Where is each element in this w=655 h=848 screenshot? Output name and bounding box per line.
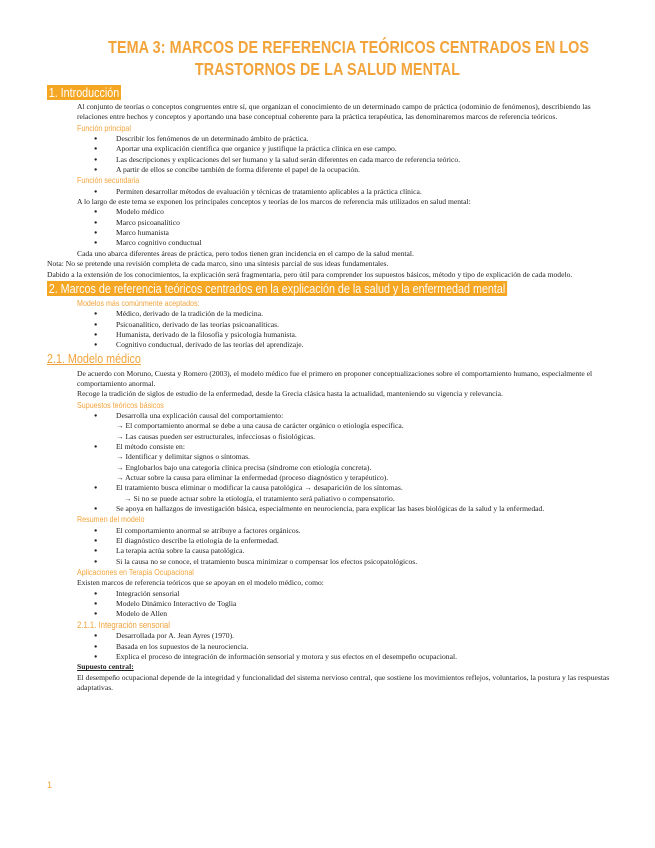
sub-item: → Las causas pueden ser estructurales, infecciosas o fisiológicas. bbox=[116, 431, 316, 441]
list-item: ● La terapia actúa sobre la causa patológica. bbox=[47, 546, 622, 556]
list-item: ● El diagnóstico describe la etiología de la enfermedad. bbox=[47, 536, 622, 546]
supuestos-list-2 bbox=[47, 442, 622, 452]
list-item: ● Explica el proceso de integración de información sensorial y motora y sus efectos en el desempeño ocupacional. bbox=[47, 652, 622, 662]
list-item: ● Modelo de Allen bbox=[47, 609, 622, 619]
list-item: ● Describir los fenómenos de un determinado ámbito de práctica. bbox=[47, 134, 622, 144]
sub-item: → Identificar y delimitar signos o síntomas. bbox=[116, 452, 250, 462]
list-item: ● Médico, derivado de la tradición de la medicina. bbox=[47, 309, 622, 319]
modelos-list bbox=[47, 309, 622, 350]
sub-item: → Si no se puede actuar sobre la etiología, el tratamiento será paliativo o compensatorio. bbox=[124, 493, 395, 503]
list-item: ● Marco psicoanalítico bbox=[47, 218, 622, 228]
title-line-2: TRASTORNOS DE LA SALUD MENTAL bbox=[194, 59, 461, 79]
list-item: ● El tratamiento busca eliminar o modificar la causa patológica → desaparición de los síntomas. bbox=[47, 483, 622, 493]
modelos-label: Modelos más comúnmente aceptados: bbox=[77, 297, 200, 308]
list-item: ● Desarrollada por A. Jean Ayres (1970). bbox=[47, 631, 622, 641]
models-list bbox=[47, 207, 622, 248]
heading-marcos-referencia: 2. Marcos de referencia teóricos centrados en la explicación de la salud y la enfermedad mental bbox=[48, 281, 506, 296]
list-item: ● Psicoanalítico, derivado de las teorías psicoanalíticas. bbox=[47, 320, 622, 330]
aplicaciones-intro: Existen marcos de referencia teóricos que se apoyan en el modelo médico, como: bbox=[77, 578, 324, 588]
page-number: 1 bbox=[47, 780, 53, 790]
list-item: ● Basada en los supuestos de la neurociencia. bbox=[47, 642, 622, 652]
dabido-paragraph: Dabido a la extensión de los conocimientos, la explicación será fragmentaria, pero útil para comprender los supuestos básicos, método y tipo de explicación de cada modelo. bbox=[47, 269, 573, 279]
list-item: ● Humanista, derivado de la filosofía y psicología humanista. bbox=[47, 330, 622, 340]
list-item: ● El comportamiento anormal se atribuye a factores orgánicos. bbox=[47, 526, 622, 536]
list-item: ● Las descripciones y explicaciones del ser humano y la salud serán diferentes en cada marco de referencia teórico. bbox=[47, 155, 622, 165]
intro-paragraph: Al conjunto de teorías o conceptos congruentes entre sí, que organizan el conocimiento de un determinado campo de práctica (odominio de fenómenos), describiendo las relaciones entre hechos y conceptos y aportando una base conceptual coherente para la práctica terapéutica, las denominaremos marcos de referencia teóricos. bbox=[77, 102, 591, 122]
supuestos-list bbox=[47, 411, 622, 421]
list-item: ● Modelo Dinámico Interactivo de Toglia bbox=[47, 599, 622, 609]
list-item: ● Cognitivo conductual, derivado de las teorías del aprendizaje. bbox=[47, 340, 622, 350]
funcion-principal-label: Función principal bbox=[77, 122, 131, 133]
aplicaciones-list bbox=[47, 589, 622, 620]
funcion-principal-list bbox=[47, 134, 622, 175]
list-item: ● Aportar una explicación científica que organice y justifique la práctica clínica en ese campo. bbox=[47, 144, 622, 154]
list-item: ● Desarrolla una explicación causal del comportamiento: bbox=[47, 411, 622, 421]
heading-modelo-medico: 2.1. Modelo médico bbox=[47, 351, 141, 366]
supuestos-list-3 bbox=[47, 483, 622, 493]
resumen-list bbox=[47, 526, 622, 567]
list-item: ● El método consiste en: bbox=[47, 442, 622, 452]
along-paragraph: A lo largo de este tema se exponen los principales conceptos y teorías de los marcos de referencia más utilizados en salud mental: bbox=[77, 197, 471, 207]
final-paragraph: El desempeño ocupacional depende de la integridad y funcionalidad del sistema nervioso central, que sostiene los movimientos reflejos, voluntarios, la postura y las respuestas adaptativas. bbox=[77, 672, 610, 692]
modelo-medico-p2: Recoge la tradición de siglos de estudio de la enfermedad, desde la Grecia clásica hasta la actualidad, manteniendo su vigencia y relevancia. bbox=[77, 389, 503, 399]
supuestos-label: Supuestos teóricos básicos bbox=[77, 399, 164, 410]
heading-introduccion: 1. Introducción bbox=[48, 86, 120, 100]
nota-paragraph: Nota: No se pretende una revisión completa de cada marco, sino una síntesis parcial de sus ideas fundamentales. bbox=[47, 259, 389, 269]
supuestos-list-4 bbox=[47, 504, 622, 514]
title-line-1: TEMA 3: MARCOS DE REFERENCIA TEÓRICOS CENTRADOS EN LOS bbox=[108, 37, 590, 57]
document-title bbox=[108, 36, 590, 80]
heading-integracion-sensorial: 2.1.1. Integración sensorial bbox=[77, 619, 170, 630]
each-paragraph: Cada uno abarca diferentes áreas de práctica, pero todos tienen gran incidencia en el campo de la salud mental. bbox=[77, 248, 414, 258]
document-body bbox=[47, 84, 622, 693]
list-item: ● Permiten desarrollar métodos de evaluación y técnicas de tratamiento aplicables a la práctica clínica. bbox=[47, 187, 622, 197]
sub-item: → El comportamiento anormal se debe a una causa de carácter orgánico o etiología específica. bbox=[116, 421, 404, 431]
list-item: ● Marco cognitivo conductual bbox=[47, 238, 622, 248]
sub-item: → Englobarlos bajo una categoría clínica precisa (síndrome con etiología concreta). bbox=[116, 462, 372, 472]
list-item: ● Marco humanista bbox=[47, 228, 622, 238]
funcion-secundaria-label: Función secundaria bbox=[77, 175, 140, 186]
supuesto-central-label: Supuesto central: bbox=[77, 662, 134, 672]
funcion-secundaria-list bbox=[47, 187, 622, 197]
resumen-label: Resumen del modelo bbox=[77, 514, 145, 525]
integracion-list bbox=[47, 631, 622, 662]
list-item: ● Si la causa no se conoce, el tratamiento busca minimizar o compensar los efectos psicopatológicos. bbox=[47, 557, 622, 567]
list-item: ● Modelo médico bbox=[47, 207, 622, 217]
list-item: ● Se apoya en hallazgos de investigación básica, especialmente en neurociencia, para explicar las bases biológicas de la salud y la enfermedad. bbox=[47, 504, 622, 514]
list-item: ● A partir de ellos se concibe también de forma diferente el papel de la ocupación. bbox=[47, 165, 622, 175]
sub-item: → Actuar sobre la causa para eliminar la enfermedad (proceso diagnóstico y terapéutico). bbox=[116, 473, 389, 482]
modelo-medico-p1: De acuerdo con Moruno, Cuesta y Romero (2003), el modelo médico fue el primero en proponer conceptualizaciones sobre el comportamiento humano, especialmente el comportamiento anormal. bbox=[77, 368, 593, 388]
list-item: ● Integración sensorial bbox=[47, 589, 622, 599]
aplicaciones-label: Aplicaciones en Terapia Ocupacional bbox=[77, 567, 194, 578]
